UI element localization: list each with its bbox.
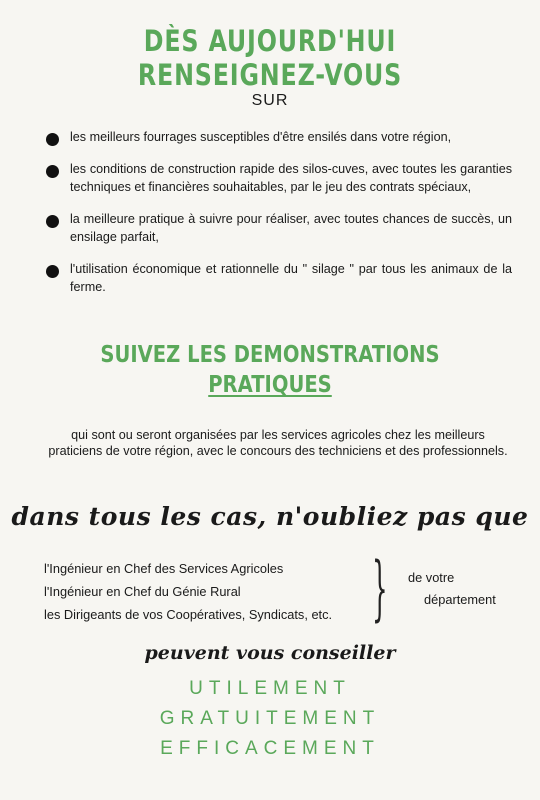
reminder-heading: dans tous les cas, n'oubliez pas que (11, 502, 529, 531)
department-line2: département (424, 592, 496, 607)
demonstrations-heading (41, 340, 500, 400)
advice-heading: peuvent vous conseiller (144, 642, 396, 664)
bullet-dot-icon (46, 165, 59, 178)
bullet-dot-icon (46, 265, 59, 278)
sur-label: SUR (251, 92, 289, 109)
adverb-gratuitement: GRATUITEMENT (159, 708, 381, 729)
demonstrations-description: qui sont ou seront organisées par les services agricoles chez les meilleurs praticiens de votre région, avec le concours des techniciens et des professionnels. (48, 428, 508, 458)
adverb-efficacement: EFFICACEMENT (160, 738, 380, 759)
list-item (44, 210, 512, 246)
list-item (44, 160, 512, 196)
list-item-text: l'utilisation économique et rationnelle du " silage " par tous les animaux de la ferme. (70, 262, 512, 294)
bullet-dot-icon (46, 215, 59, 228)
list-item-text: les meilleurs fourrages susceptibles d'être ensilés dans votre région, (70, 130, 452, 144)
bullet-dot-icon (46, 133, 59, 146)
department-line1: de votre (408, 570, 455, 585)
demonstrations-heading-line2: PRATIQUES (208, 372, 332, 398)
bullet-list (44, 128, 512, 310)
contacts-list (44, 557, 384, 626)
contact-item: les Dirigeants de vos Coopératives, Syndicats, etc. (44, 607, 333, 622)
adverb-utilement: UTILEMENT (189, 678, 351, 699)
demonstrations-heading-line1: SUIVEZ LES DEMONSTRATIONS (100, 342, 440, 368)
contact-item: l'Ingénieur en Chef des Services Agricoles (44, 561, 284, 576)
brace-icon: } (372, 547, 388, 629)
list-item-text: la meilleure pratique à suivre pour réaliser, avec toutes chances de succès, un ensilage parfait, (70, 212, 512, 244)
list-item (44, 260, 512, 296)
headline: DÈS AUJOURD'HUI RENSEIGNEZ-VOUS (137, 24, 403, 92)
contact-item: l'Ingénieur en Chef du Génie Rural (44, 584, 241, 599)
list-item (44, 128, 512, 146)
list-item-text: les conditions de construction rapide des silos-cuves, avec toutes les garanties techniques et financières souhaitables, par le jeu des contrats spéciaux, (70, 162, 512, 194)
